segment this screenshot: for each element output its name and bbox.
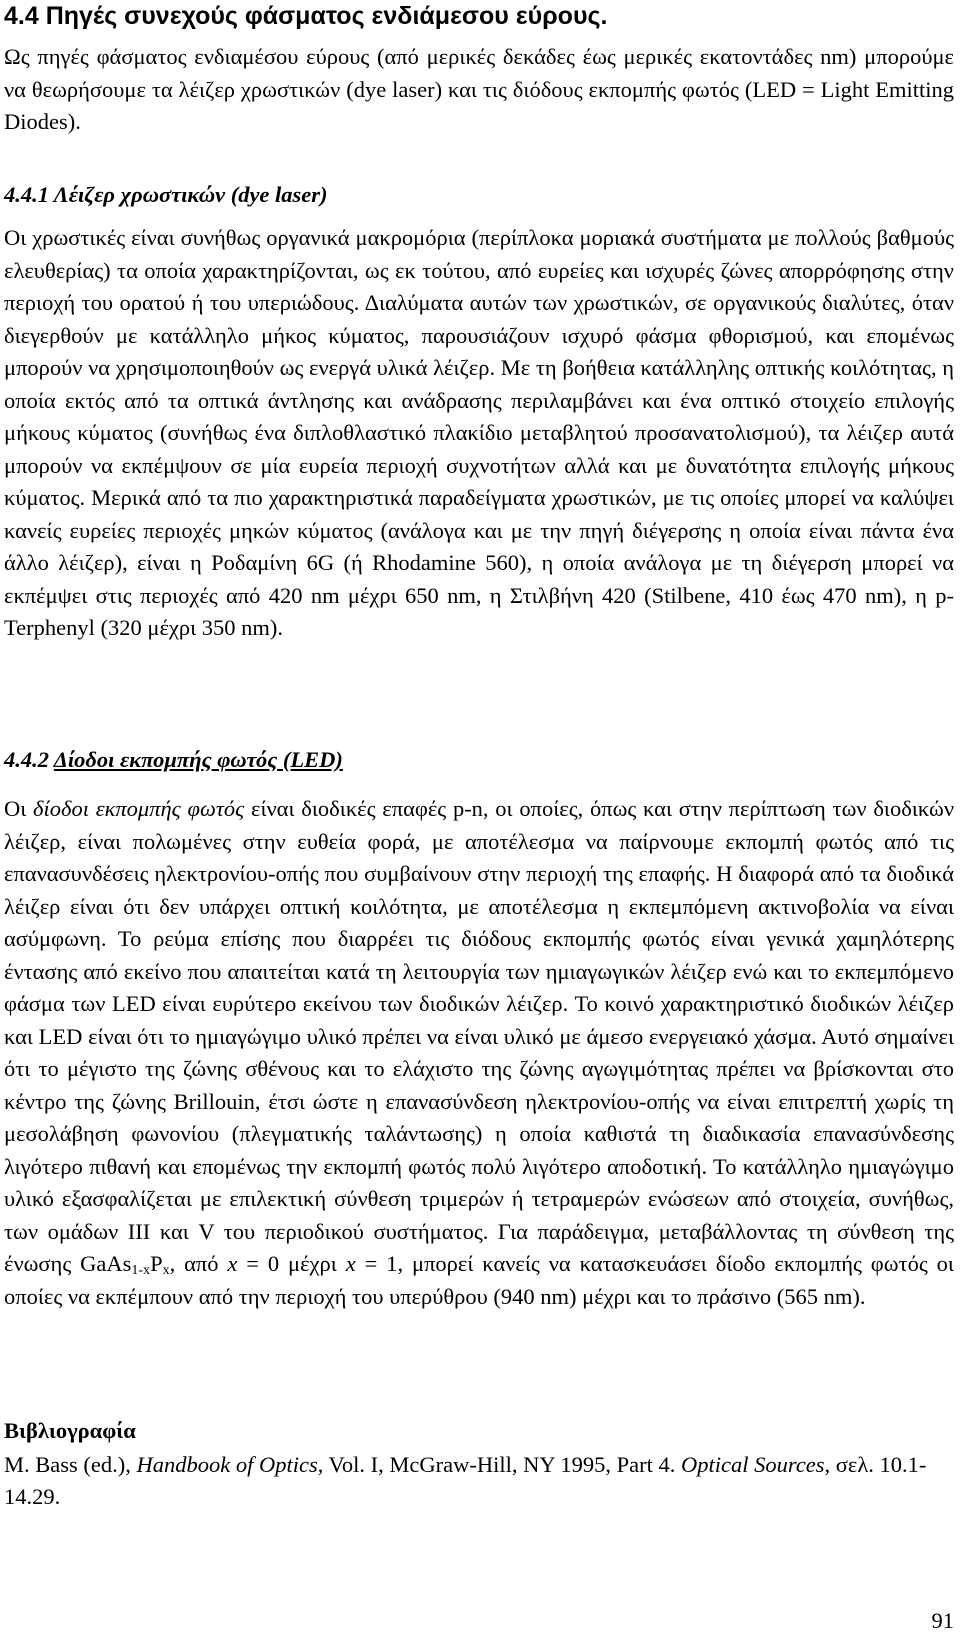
formula-gaas: GaAs [80, 1251, 132, 1276]
formula-p: P [150, 1251, 163, 1276]
subsection-title-text: Δίοδοι εκπομπής φωτός (LED) [53, 747, 343, 772]
page-number: 91 [931, 1608, 954, 1633]
led-text-start: Οι [4, 796, 34, 821]
formula-p-subscript: x [162, 1263, 170, 1278]
dye-laser-paragraph: Οι χρωστικές είναι συνήθως οργανικά μακρομόρια (περίπλοκα μοριακά συστήματα με πολλούς βαθμούς ελευθερίας) τα οποία χαρακτηρίζονται, ως εκ τούτου, από ευρείες και ισχυρές ζώνες απορρόφησης στην περιοχή του ορατού ή του υπεριώδους. Διαλύματα αυτών των χρωστικών, σε οργανικούς διαλύτες, όταν διεγερθούν με κατάλληλο μήκος κύματος, παρουσιάζουν ισχυρό φάσμα φθορισμού, και επομένως μπορούν να χρησιμοποιηθούν ως ενεργά υλικά λέιζερ. Με τη βοήθεια κατάλληλης οπτικής κοιλότητας, η οποία εκτός από τα οπτικά άντλησης και ανάδρασης περιλαμβάνει και ένα οπτικό στοιχείο επιλογής μήκους κύματος (συνήθως ένα διπλοθλαστικό πλακίδιο μεταβλητού προσανατολισμού), τα λέιζερ αυτά μπορούν να εκπέμψουν σε μία ευρεία περιοχή συχνοτήτων αλλά και με δυνατότητα επιλογής μήκους κύματος. Μερικά από τα πιο χαρακτηριστικά παραδείγματα χρωστικών, με τις οποίες μπορεί να καλύψει κανείς ευρείες περιοχές μηκών κύματος (ανάλογα και με την πηγή διέγερσης η οποία είναι πάντα ένα άλλο λέιζερ), είναι η Ροδαμίνη 6G (ή Rhodamine 560), η οποία ανάλογα με τη διέγερση μπορεί να εκπέμψει στις περιοχές από 420 nm μέχρι 650 nm, η Στιλβήνη 420 (Stilbene, 410 έως 470 nm), η p-Terphenyl (320 μέχρι 350 nm). [4, 225, 954, 640]
reference-book-title: Handbook of Optics [136, 1452, 318, 1477]
subsection-heading-dye-laser: 4.4.1 Λέιζερ χρωστικών (dye laser) [4, 182, 328, 207]
led-text-eq: = 0 μέχρι [237, 1251, 346, 1276]
reference-details: , Vol. I, McGraw-Hill, NY 1995, Part 4. [317, 1452, 682, 1477]
variable-x: x [227, 1251, 238, 1276]
led-text-comma: , από [169, 1251, 228, 1276]
led-term: δίοδοι εκπομπής φωτός [33, 796, 245, 821]
formula-gaas-subscript: 1-x [131, 1263, 151, 1278]
reference-pages: , σελ. 10.1-14.29. [4, 1452, 927, 1509]
intro-paragraph: Ως πηγές φάσματος ενδιαμέσου εύρους (από μερικές δεκάδες έως μερικές εκατοντάδες nm) μπορούμε να θεωρήσουμε τα λέιζερ χρωστικών (dye laser) και τις διόδους εκπομπής φωτός (LED = Light Emitting Diodes). [4, 44, 954, 134]
led-paragraph [4, 793, 954, 1313]
references-heading: Βιβλιογραφία [4, 1418, 136, 1443]
reference-part-title: Optical Sources [681, 1452, 825, 1477]
reference-entry [4, 1449, 954, 1513]
subsection-heading-led [4, 745, 343, 775]
subsection-number: 4.4.2 [4, 747, 54, 772]
reference-author: M. Bass (ed.), [4, 1452, 137, 1477]
led-text-mid: είναι διοδικές επαφές p-n, οι οποίες, όπως και στην περίπτωση των διοδικών λέιζερ, είναι πολωμένες στην ευθεία φορά, με αποτέλεσμα να παίρνουμε εκπομπή φωτός από τις επανασυνδέσεις ηλεκτρονίου-οπής που συμβαίνουν στην περιοχή της επαφής. Η διαφορά από τα διοδικά λέιζερ είναι ότι δεν υπάρχει οπτική κοιλότητα, με αποτέλεσμα η εκπεμπόμενη ακτινοβολία να είναι ασύμφωνη. Το ρεύμα επίσης που διαρρέει τις διόδους εκπομπής φωτός είναι γενικά χαμηλότερης έντασης από εκείνο που απαιτείται κατά τη λειτουργία των ημιαγωγικών λέιζερ ενώ και το εκπεμπόμενο φάσμα των LED είναι ευρύτερο εκείνου των διοδικών λέιζερ. Το κοινό χαρακτηριστικό διοδικών λέιζερ και LED είναι ότι το ημιαγώγιμο υλικό πρέπει να είναι υλικό με άμεσο ενεργειακό χάσμα. Αυτό σημαίνει ότι το μέγιστο της ζώνης σθένους και το ελάχιστο της ζώνης αγωγιμότητας πρέπει να βρίσκονται στο κέντρο της ζώνης Brillouin, έτσι ώστε η επανασύνδεση ηλεκτρονίου-οπής να είναι επιτρεπτή χωρίς τη μεσολάβηση φωνονίου (πλεγματικής ταλάντωσης) η οποία καθιστά τη διαδικασία επανασύνδεσης λιγότερο πιθανή και επομένως την εκπομπή φωτός πολύ λιγότερο αποδοτική. Το κατάλληλο ημιαγώγιμο υλικό εξασφαλίζεται με επιλεκτική σύνθεση τριμερών ή τετραμερών ενώσεων από στοιχεία, συνήθως, των ομάδων III και V του περιοδικού συστήματος. Για παράδειγμα, μεταβάλλοντας τη σύνθεση της ένωσης [4, 796, 954, 1276]
led-text-end: = 1, μπορεί κανείς να κατασκευάσει δίοδο εκπομπής φωτός οι οποίες να εκπέμπουν από την περιοχή του υπερύθρου (940 nm) μέχρι και το πράσινο (565 nm). [4, 1251, 954, 1309]
variable-x: x [345, 1251, 356, 1276]
section-heading: 4.4 Πηγές συνεχούς φάσματος ενδιάμεσου εύρους. [4, 2, 608, 30]
